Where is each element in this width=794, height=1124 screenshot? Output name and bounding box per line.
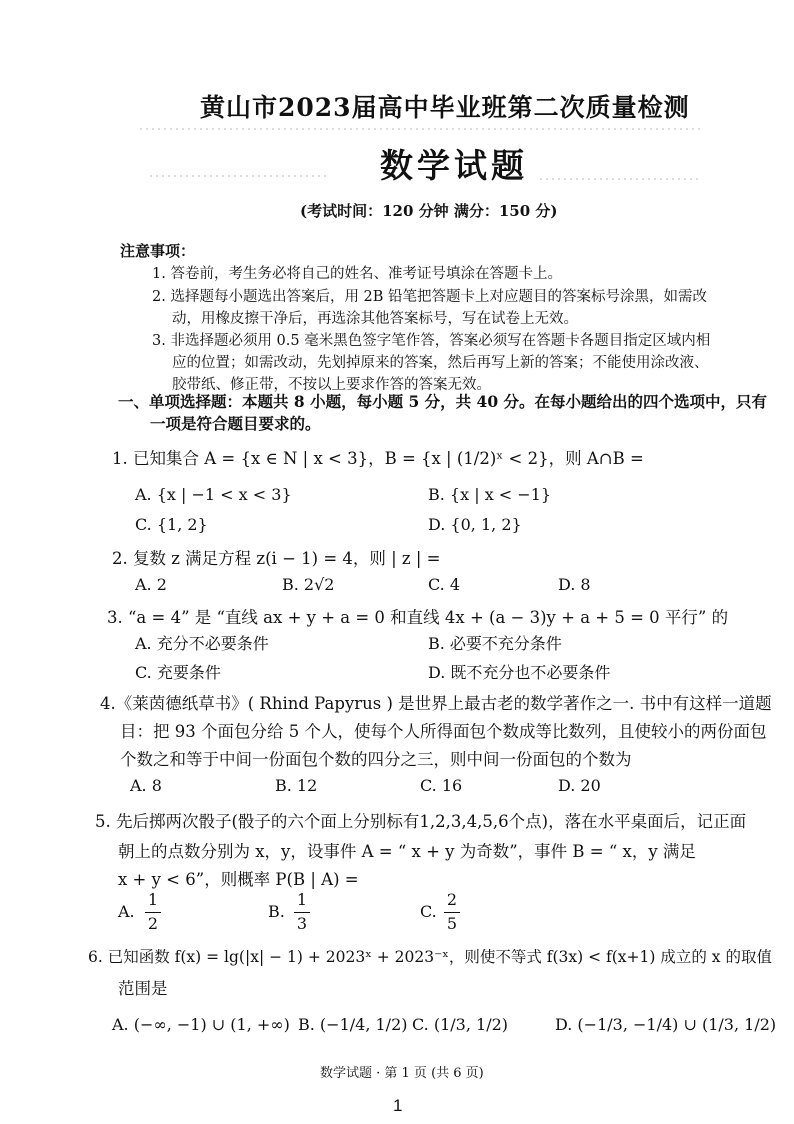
question-4-line: 目：把 93 个面包分给 5 个人，使每个人所得面包个数成等比数列，且使较小的两份面包	[120, 722, 767, 741]
fraction-bar	[294, 912, 310, 913]
question-4-option-b: B. 12	[275, 776, 318, 795]
notice-item: 动，用橡皮擦干净后，再选涂其他答案标号，写在试卷上无效。	[172, 311, 578, 327]
notice-heading: 注意事项：	[120, 242, 196, 260]
section-heading-cont: 一项是符合题目要求的。	[150, 414, 321, 433]
question-5-option-a-num: 1	[147, 890, 159, 909]
notice-item: 胶带纸、修正带，不按以上要求作答的答案无效。	[172, 377, 491, 393]
section-heading: 一、单项选择题：本题共 8 小题，每小题 5 分，共 40 分。在每小题给出的四个选项中，只有	[118, 392, 768, 411]
question-4-line: 4.《莱茵德纸草书》( Rhind Papyrus ) 是世界上最古老的数学著作之一. 书中有这样一道题	[100, 694, 772, 713]
question-5-line: 朝上的点数分别为 x，y，设事件 A = “ x + y 为奇数”，事件 B = “ x，y 满足	[118, 842, 696, 861]
question-2-stem: 2. 复数 z 满足方程 z(i − 1) = 4，则 | z | =	[112, 549, 441, 568]
question-4-option-a: A. 8	[130, 776, 162, 795]
question-2-option-c: C. 4	[428, 575, 461, 594]
question-1-stem: 1. 已知集合 A = {x ∈ N | x < 3}，B = {x | (1/2)ˣ < 2}，则 A∩B =	[112, 449, 644, 468]
question-5-option-a-label: A.	[118, 902, 135, 921]
question-6-line: 6. 已知函数 f(x) = lg(|x| − 1) + 2023ˣ + 2023⁻ˣ，则使不等式 f(3x) < f(x+1) 成立的 x 的取值	[88, 948, 772, 966]
notice-item: 3. 非选择题必须用 0.5 毫米黑色签字笔作答，答案必须写在答题卡各题目指定区域内相	[152, 333, 711, 349]
question-3-option-c: C. 充要条件	[135, 663, 221, 682]
question-2-option-d: D. 8	[558, 575, 591, 594]
question-5-line: x + y < 6”，则概率 P(B | A) =	[118, 870, 359, 889]
notice-item: 2. 选择题每小题选出答案后，用 2B 铅笔把答题卡上对应题目的答案标号涂黑，如需改	[152, 289, 708, 305]
question-3-option-d: D. 既不充分也不必要条件	[428, 663, 611, 682]
question-1-option-d: D. {0, 1, 2}	[428, 515, 522, 534]
question-5-option-c-den: 5	[446, 914, 458, 933]
question-5-line: 5. 先后掷两次骰子(骰子的六个面上分别标有1,2,3,4,5,6个点)，落在水平桌面后，记正面	[95, 812, 747, 831]
notice-item: 应的位置；如需改动，先划掉原来的答案，然后再写上新的答案；不能使用涂改液、	[172, 355, 709, 371]
document-subtitle: 数学试题	[380, 146, 528, 185]
question-3-option-a: A. 充分不必要条件	[135, 634, 269, 653]
question-4-option-d: D. 20	[558, 776, 601, 795]
exam-info: (考试时间：120 分钟 满分：150 分)	[300, 202, 558, 220]
question-3-option-b: B. 必要不充分条件	[428, 634, 562, 653]
scan-noise	[150, 175, 330, 177]
page-number: 1	[393, 1096, 403, 1115]
question-6-line: 范围是	[118, 979, 168, 998]
notice-item: 1. 答卷前，考生务必将自己的姓名、准考证号填涂在答题卡上。	[152, 266, 562, 282]
question-6-option-d: D. (−1/3, −1/4) ∪ (1/3, 1/2)	[555, 1015, 777, 1034]
question-6-option-b: B. (−1/4, 1/2)	[298, 1015, 408, 1034]
question-5-option-a-den: 2	[147, 914, 159, 933]
fraction-bar	[444, 912, 460, 913]
scan-noise	[140, 128, 700, 130]
question-5-option-c-label: C.	[420, 902, 437, 921]
question-5-option-c-num: 2	[446, 890, 458, 909]
question-2-option-a: A. 2	[135, 575, 167, 594]
question-5-option-b-den: 3	[296, 914, 308, 933]
question-2-option-b: B. 2√2	[282, 575, 335, 594]
scan-noise	[540, 178, 700, 180]
question-6-option-c: C. (1/3, 1/2)	[412, 1015, 508, 1034]
fraction-bar	[145, 912, 161, 913]
question-5-option-b-num: 1	[296, 890, 308, 909]
question-4-option-c: C. 16	[420, 776, 463, 795]
question-6-option-a: A. (−∞, −1) ∪ (1, +∞)	[112, 1015, 290, 1034]
question-1-option-a: A. {x | −1 < x < 3}	[135, 485, 292, 504]
question-1-option-b: B. {x | x < −1}	[428, 485, 552, 504]
document-title: 黄山市2023届高中毕业班第二次质量检测	[200, 93, 690, 122]
question-4-line: 个数之和等于中间一份面包个数的四分之三，则中间一份面包的个数为	[120, 750, 632, 769]
question-5-option-b-label: B.	[268, 902, 285, 921]
question-3-stem: 3. “a = 4” 是 “直线 ax + y + a = 0 和直线 4x + (a − 3)y + a + 5 = 0 平行” 的	[107, 608, 729, 627]
page-footer: 数学试题 · 第 1 页 (共 6 页)	[320, 1066, 484, 1081]
question-1-option-c: C. {1, 2}	[135, 515, 208, 534]
